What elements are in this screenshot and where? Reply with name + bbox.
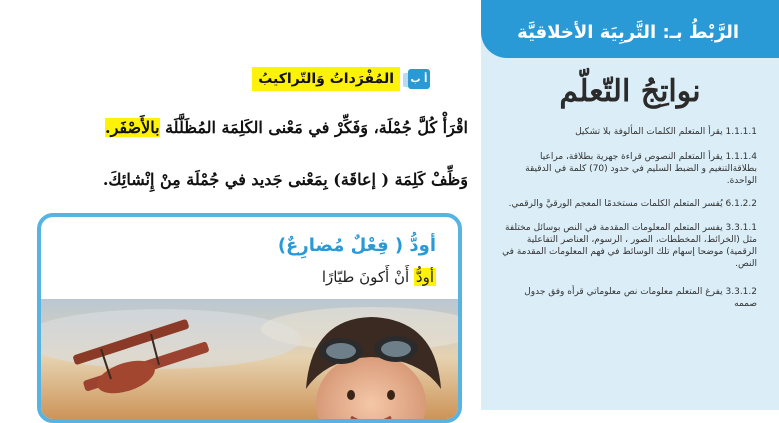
link-header: الرَّبْطُ بـ: التَّربِيَة الأخلاقيَّة <box>481 0 779 58</box>
instruction-read-text: اقْرَأْ كُلَّ جُمْلَة، وَفَكِّرْ في مَعْنى الكَلِمَة المُظَلَّلَة <box>159 118 468 137</box>
vocabulary-card <box>37 213 462 423</box>
outcome-item: 6.1.2.2 يُفسر المتعلم الكلمات مستخدمًا المعجم الورقيَّ والرقمي. <box>508 199 757 209</box>
section-title: المُفْرَداتُ وَالتّراكيبُ <box>252 67 400 91</box>
outcome-item: 1.1.1.1 يقرأ المتعلم الكلمات المألوفة بلا تشكيل <box>575 127 757 137</box>
outcome-item: 3.3.1.1 يفسر المتعلم المعلومات المقدمة في النص بوسائل مختلفة مثل (الخرائط، المخططات، الصور ، الرسوم، العناصر التفاعلية الرقمية) موضحا إسهام تلك الوسائط في فهم المعلومات المقدمة في النص. <box>502 223 757 269</box>
outcome-item: 1.1.1.4 يقرأ المتعلم النصوص قراءة جهرية بطلاقة، مراعيا بطلاقةالتنغيم و الضبط السليم في حدود (70) كلمة في الدقيقة الواحدة. <box>525 152 757 186</box>
highlighted-word: أودُّ <box>415 268 434 286</box>
outcome-item: 3.3.1.2 يفرغ المتعلم معلومات نص معلوماتي قرأه وفق جدول صممه <box>524 287 757 309</box>
outcomes-title: نواتِجُ التّعلّم <box>559 74 701 109</box>
outcomes-list <box>499 126 757 323</box>
example-sentence-rest: أَنْ أَكونَ طيّارًا <box>321 268 414 286</box>
section-heading <box>252 67 430 91</box>
learning-outcomes-panel <box>481 0 779 410</box>
highlight-yellow-word: بالأَصْفَر. <box>105 118 160 137</box>
example-sentence <box>322 268 436 286</box>
boy-pilot-photo <box>41 299 458 423</box>
alphabet-book-icon: أ ب <box>408 69 430 89</box>
instruction-read <box>48 118 468 137</box>
vocabulary-word: أودُّ ( فِعْلٌ مُضارِعٌ) <box>277 235 436 256</box>
instruction-compose: وَظِّفْ كَلِمَة ( إعاقَة) بِمَعْنى جَديد في جُمْلَة مِنْ إِنْشائِكَ. <box>102 170 468 189</box>
